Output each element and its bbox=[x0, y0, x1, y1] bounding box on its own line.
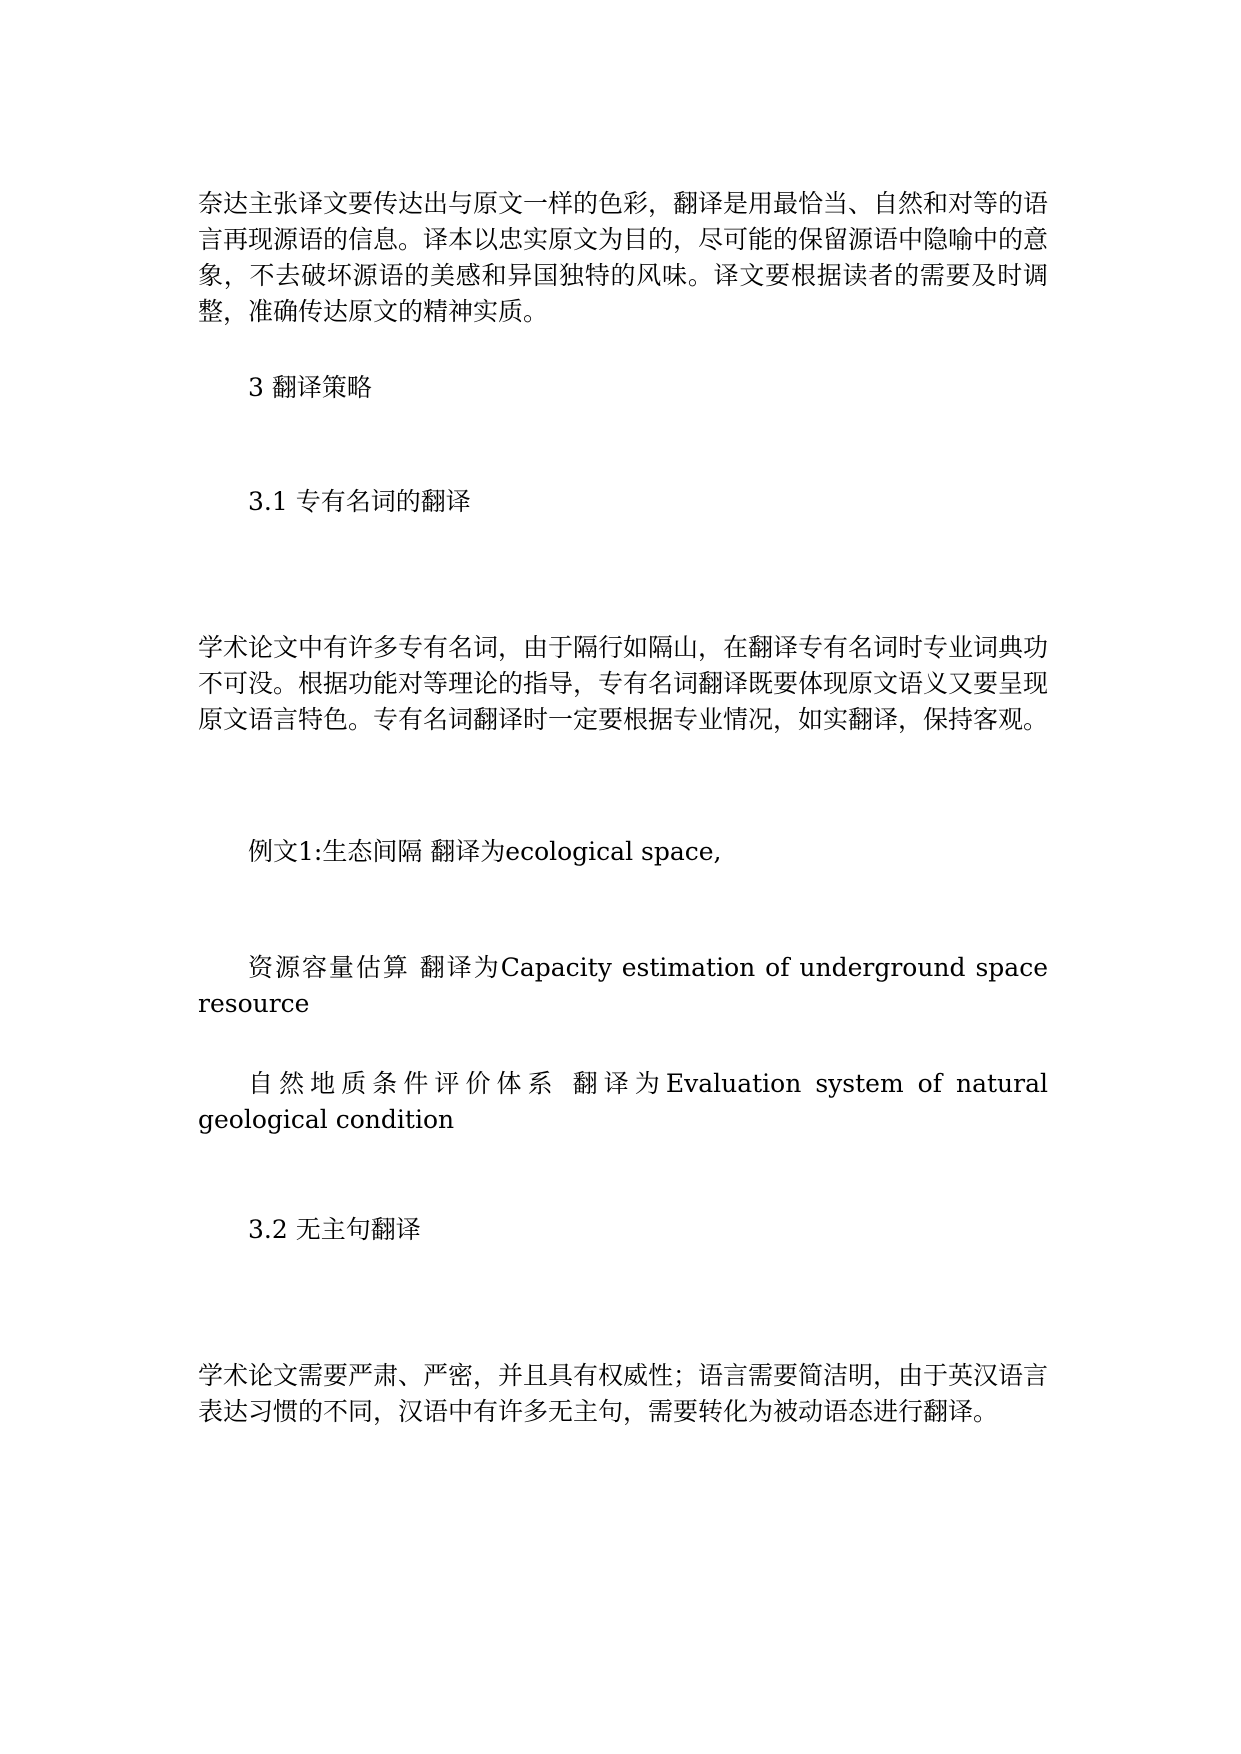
heading-translation-strategies: 3 翻译策略 bbox=[248, 373, 372, 402]
example-1: 例文1:生态间隔 翻译为ecological space, bbox=[248, 837, 722, 866]
heading-proper-nouns: 3.1 专有名词的翻译 bbox=[248, 487, 471, 516]
example-2: 资源容量估算 翻译为Capacity estimation of underground space resource bbox=[198, 953, 1048, 1018]
paragraph-subjectless: 学术论文需要严肃、严密，并且具有权威性；语言需要简洁明，由于英汉语言表达习惯的不同，汉语中有许多无主句，需要转化为被动语态进行翻译。 bbox=[198, 1361, 1049, 1426]
paragraph-proper-nouns: 学术论文中有许多专有名词，由于隔行如隔山，在翻译专有名词时专业词典功不可没。根据功能对等理论的指导，专有名词翻译既要体现原文语义又要呈现原文语言特色。专有名词翻译时一定要根据专业情况，如实翻译，保持客观。 bbox=[198, 633, 1049, 734]
heading-subjectless-sentences: 3.2 无主句翻译 bbox=[248, 1215, 421, 1244]
paragraph-nida: 奈达主张译文要传达出与原文一样的色彩，翻译是用最恰当、自然和对等的语言再现源语的信息。译本以忠实原文为目的，尽可能的保留源语中隐喻中的意象，不去破坏源语的美感和异国独特的风味。译文要根据读者的需要及时调整，准确传达原文的精神实质。 bbox=[198, 189, 1049, 326]
example-3: 自然地质条件评价体系 翻译为Evaluation system of natural geological condition bbox=[198, 1069, 1048, 1134]
